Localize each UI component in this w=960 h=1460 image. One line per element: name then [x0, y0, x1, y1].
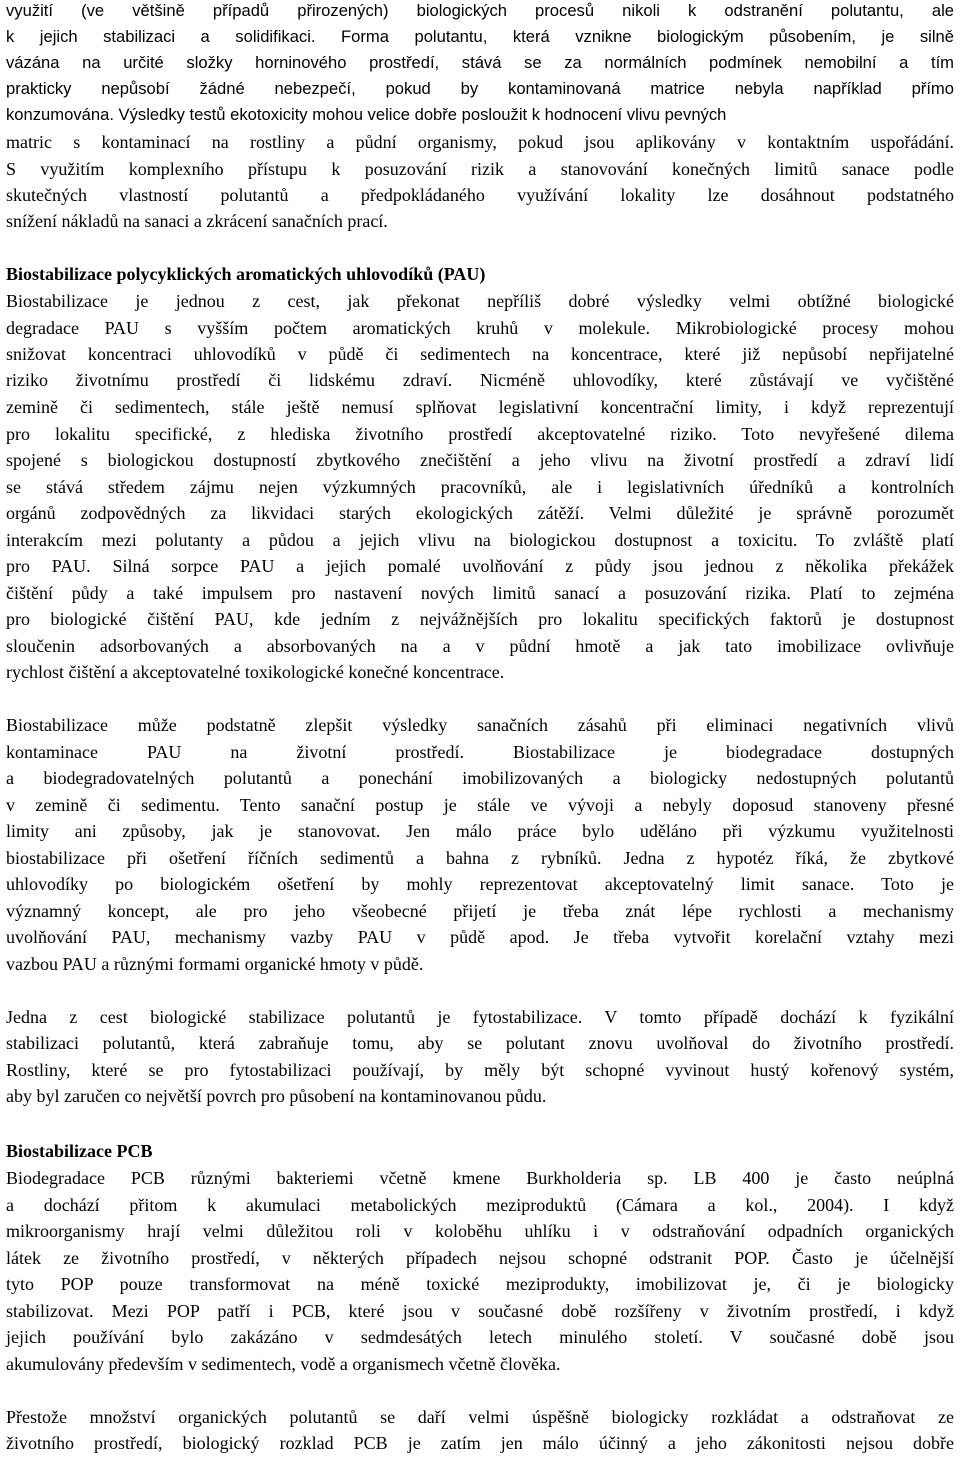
text-line: látek ze životního prostředí, v některých případech nejsou schopné odstranit POP. Často je účelnější [6, 1248, 954, 1268]
text-line: skutečných vlastností polutantů a předpokládaného využívání lokality lze dosáhnout podstatného [6, 185, 954, 205]
text-line: interakcím mezi polutanty a půdou a jejich vlivu na biologickou dostupnost a toxicitu. To zvláště platí [6, 530, 954, 550]
text-line: k jejich stabilizaci a solidifikaci. Forma polutantu, která vznikne biologickým působením, je silně [6, 27, 954, 46]
text-line: uhlovodíky po biologickém ošetření by mohly reprezentovat akceptovatelný limit sanace. Toto je [6, 874, 954, 894]
text-line: sloučenin adsorbovaných a absorbovaných na a v půdní hmotě a jak tato imobilizace ovlivňuje [6, 636, 954, 656]
text-line: snižovat koncentraci uhlovodíků v půdě či sedimentech na koncentrace, které již nepůsobí nepřijatelné [6, 344, 954, 364]
text-line: degradace PAU s vyšším počtem aromatických kruhů v molekule. Mikrobiologické procesy mohou [6, 318, 954, 338]
text-line: orgánů zodpovědných za likvidaci starých ekologických zátěží. Velmi důležité je správně porozumět [6, 503, 954, 523]
text-line: pro biologické čištění PAU, kde jedním z nejvážnějších pro lokalitu specifických faktorů je dostupnost [6, 609, 954, 629]
text-line: aby byl zaručen co největší povrch pro působení na kontaminovanou půdu. [6, 1086, 547, 1106]
text-line: Biostabilizace je jednou z cest, jak překonat nepříliš dobré výsledky velmi obtížné biologické [6, 291, 954, 311]
text-line: snížení nákladů na sanaci a zkrácení sanačních prací. [6, 211, 388, 231]
section-heading-pcb: Biostabilizace PCB [6, 1141, 153, 1161]
text-line: Rostliny, které se pro fytostabilizaci používají, by měly být schopné vyvinout hustý kořenový systém, [6, 1060, 954, 1080]
text-line: rychlost čištění a akceptovatelné toxikologické konečné koncentrace. [6, 662, 505, 682]
text-line: stabilizaci polutantů, která zabraňuje tomu, aby se polutant znovu uvolňoval do životního prostředí. [6, 1033, 954, 1053]
text-line: biostabilizace při ošetření říčních sedimentů a bahna z rybníků. Jedna z hypotéz říká, že zbytkové [6, 848, 954, 868]
text-line: zemině či sedimentech, stále ještě nemusí splňovat legislativní koncentrační limity, i když reprezentují [6, 397, 954, 417]
section-heading-pau: Biostabilizace polycyklických aromatických uhlovodíků (PAU) [6, 264, 486, 284]
text-line: významný koncept, ale pro jeho všeobecné přijetí je třeba znát lépe rychlosti a mechanismy [6, 901, 954, 921]
text-line: jejich používání bylo zakázáno v sedmdesátých letech minulého století. V současné době jsou [6, 1327, 954, 1347]
text-line: životního prostředí, biologický rozklad PCB je zatím jen málo účinný a jeho zákonitosti nejsou dobře [6, 1433, 954, 1453]
text-line: se stává středem zájmu nejen výzkumných pracovníků, ale i legislativních úředníků a kontrolních [6, 477, 954, 497]
text-line: využití (ve většině případů přirozených) biologických procesů nikoli k odstranění polutantu, ale [6, 1, 954, 20]
text-line: mikroorganismy hrají velmi důležitou roli v koloběhu uhlíku i v odstraňování odpadních organických [6, 1221, 954, 1241]
text-line: pro lokalitu specifické, z hlediska životního prostředí akceptovatelné riziko. Toto nevyřešené dilema [6, 424, 954, 444]
text-line: tyto POP pouze transformovat na méně toxické meziprodukty, imobilizovat je, či je biologicky [6, 1274, 954, 1294]
text-line: riziko životnímu prostředí či lidskému zdraví. Nicméně uhlovodíky, které zůstávají ve vyčištěné [6, 370, 954, 390]
text-line: a dochází přitom k akumulaci metabolických meziproduktů (Cámara a kol., 2004). I když [6, 1195, 954, 1215]
text-line: pro PAU. Silná sorpce PAU a jejich pomalé uvolňování z půdy jsou jednou z několika překážek [6, 556, 954, 576]
text-line: a biodegradovatelných polutantů a ponechání imobilizovaných a biologicky nedostupných polutantů [6, 768, 954, 788]
text-line: Přestože množství organických polutantů se daří velmi úspěšně biologicky rozkládat a odstraňovat ze [6, 1407, 954, 1427]
text-line: konzumována. Výsledky testů ekotoxicity mohou velice dobře posloužit k hodnocení vlivu pevných [6, 105, 727, 124]
text-line: uvolňování PAU, mechanismy vazby PAU v půdě apod. Je třeba vytvořit korelační vztahy mezi [6, 927, 954, 947]
text-line: v zemině či sedimentu. Tento sanační postup je stále ve vývoji a nebyly doposud stanoveny přesné [6, 795, 954, 815]
text-line: Biodegradace PCB různými bakteriemi včetně kmene Burkholderia sp. LB 400 je často neúplná [6, 1168, 954, 1188]
text-line: stabilizovat. Mezi POP patří i PCB, které jsou v současné době rozšířeny v životním prostředí, i když [6, 1301, 954, 1321]
text-line: kontaminace PAU na životní prostředí. Biostabilizace je biodegradace dostupných [6, 742, 954, 762]
text-line: akumulovány především v sedimentech, vodě a organismech včetně člověka. [6, 1354, 561, 1374]
text-line: prakticky nepůsobí žádné nebezpečí, pokud by kontaminovaná matrice nebyla například přímo [6, 79, 954, 98]
text-line: matric s kontaminací na rostliny a půdní organismy, pokud jsou aplikovány v kontaktním uspořádání. [6, 132, 954, 152]
text-line: limity ani způsoby, jak je stanovovat. Jen málo práce bylo uděláno při výzkumu využitelnosti [6, 821, 954, 841]
text-line: S využitím komplexního přístupu k posuzování rizik a stanovování konečných limitů sanace podle [6, 159, 954, 179]
text-line: Biostabilizace může podstatně zlepšit výsledky sanačních zásahů při eliminaci negativních vlivů [6, 715, 954, 735]
text-line: vázána na určité složky horninového prostředí, stává se za normálních podmínek nemobilní a tím [6, 53, 954, 72]
text-line: Jedna z cest biologické stabilizace polutantů je fytostabilizace. V tomto případě dochází k fyzikální [6, 1007, 954, 1027]
text-line: čištění půdy a také impulsem pro nastavení nových limitů sanací a posuzování rizika. Platí to zejména [6, 583, 954, 603]
text-line: spojené s biologickou dostupností zbytkového znečištění a jeho vlivu na životní prostředí a zdraví lidí [6, 450, 954, 470]
text-line: vazbou PAU a různými formami organické hmoty v půdě. [6, 954, 424, 974]
